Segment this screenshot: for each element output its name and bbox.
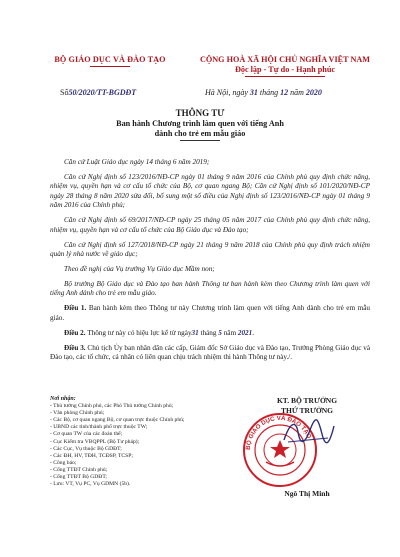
recipient-item: - Cơ quan TW của các đoàn thể; bbox=[50, 431, 123, 438]
article-2-text: Thông tư này có hiệu lực kể từ ngày bbox=[87, 328, 192, 337]
article-1 bbox=[50, 304, 370, 323]
place-date-prefix: Hà Nội, ngày bbox=[205, 88, 248, 97]
recipient-item: - Lưu: VT, Vụ PC, Vụ GDMN (5b). bbox=[50, 481, 131, 488]
nation-name: CỘNG HOÀ XÃ HỘI CHỦ NGHĨA VIỆT NAM bbox=[199, 55, 371, 64]
document-number-prefix: Số bbox=[60, 88, 69, 97]
recipients-items bbox=[50, 403, 230, 488]
legal-basis-paragraph: Căn cứ Nghị định số 69/2017/NĐ-CP ngày 25 tháng 05 năm 2017 của Chính phủ quy định chức năng, nhiệm vụ, quyền hạn và cơ cấu tổ chức của Bộ Giáo dục và Đào tạo; bbox=[50, 216, 370, 234]
article-3-text: Chủ tịch Ủy ban nhân dân các cấp, Giám đốc Sở Giáo dục và Đào tạo, Trưởng Phòng Giáo dục và Đào tạo, các tổ chức, cá nhân có liên quan chịu trách nhiệm thi hành Thông tư này./. bbox=[50, 343, 371, 362]
article-3 bbox=[50, 344, 370, 363]
legal-basis-paragraph: Căn cứ Nghị định số 123/2016/NĐ-CP ngày 01 tháng 9 năm 2016 của Chính phủ quy định chức năng, nhiệm vụ, quyền hạn và cơ cấu tổ chức của Bộ, cơ quan ngang Bộ; Căn cứ Nghị định số 101/2020/NĐ-CP ngày 28 tháng 8 năm 2020 sửa đổi, bổ sung một số điều của Nghị định số 123/2016/NĐ-CP ngày 01 tháng 9 năm 2016 của Chính phủ; bbox=[50, 173, 370, 210]
article-2: Điều 2. Thông tư này có hiệu lực kể từ ngày31 tháng 5 năm 2021. bbox=[64, 328, 255, 337]
article-2-label: Điều 2. bbox=[64, 328, 86, 337]
national-motto: Độc lập - Tự do - Hạnh phúc bbox=[234, 65, 336, 74]
issuing-organization: BỘ GIÁO DỤC VÀ ĐÀO TẠO bbox=[54, 55, 166, 64]
recipient-item: - Các Bộ, cơ quan ngang Bộ, cơ quan trực thuộc Chính phủ; bbox=[50, 417, 185, 424]
recipient-item: - Cổng TTĐT Chính phủ; bbox=[50, 466, 108, 473]
article-1-label: Điều 1. bbox=[64, 304, 87, 313]
motto-underline bbox=[245, 76, 325, 77]
legal-basis-paragraph: Căn cứ Nghị định số 127/2018/NĐ-CP ngày 21 tháng 9 năm 2018 của Chính phủ quy định trách nhiệm quản lý nhà nước về giáo dục; bbox=[50, 240, 370, 259]
date-year-label: năm bbox=[290, 88, 304, 97]
seal-text: BỘ GIÁO DỤC VÀ ĐÀO TẠO bbox=[244, 414, 313, 451]
handwritten-signature-icon bbox=[278, 412, 338, 452]
recipient-item: - Công báo; bbox=[50, 459, 77, 466]
recipient-item: - Văn phòng Chính phủ; bbox=[50, 410, 105, 417]
recipients-list bbox=[50, 396, 230, 488]
document-number bbox=[60, 88, 136, 97]
document-subject-line-1: Ban hành Chương trình làm quen với tiếng Anh bbox=[116, 119, 284, 128]
effective-month: 5 bbox=[218, 328, 222, 337]
signer-name: Ngô Thị Minh bbox=[284, 489, 330, 498]
recipient-item: - Các ĐH, HV, TĐH, TCĐSP, TCSP; bbox=[50, 452, 133, 459]
recipient-item: - Cục Kiểm tra VBQPPL (Bộ Tư pháp); bbox=[50, 438, 140, 445]
recipient-item: - Các Cục, Vụ thuộc Bộ GDĐT; bbox=[50, 445, 122, 452]
national-title-block bbox=[180, 55, 390, 77]
date-day: 31 bbox=[249, 88, 258, 97]
effective-year: 2021 bbox=[237, 328, 253, 337]
enactment-paragraph: Bộ trưởng Bộ Giáo dục và Đào tạo ban hành Thông tư ban hành kèm theo Chương trình làm quen với tiếng Anh dành cho trẻ em mẫu giáo. bbox=[50, 280, 370, 298]
recipients-heading: Nơi nhận: bbox=[50, 396, 76, 402]
date-month: 12 bbox=[280, 88, 289, 97]
recipient-item: - UBND các tỉnh/thành phố trực thuộc TW; bbox=[50, 424, 148, 431]
article-1-text: Ban hành kèm theo Thông tư này Chương trình làm quen với tiếng Anh dành cho trẻ em mẫu giáo. bbox=[50, 304, 370, 322]
recipient-item: - Thủ tướng Chính phủ, các Phó Thủ tướng Chính phủ; bbox=[50, 403, 174, 410]
article-3-label: Điều 3. bbox=[64, 343, 86, 352]
proposal-paragraph: Theo đề nghị của Vụ trưởng Vụ Giáo dục Mầm non; bbox=[64, 265, 215, 274]
place-and-date bbox=[205, 88, 322, 97]
title-underline bbox=[180, 140, 220, 141]
document-subject-line-2: dành cho trẻ em mẫu giáo bbox=[154, 129, 246, 138]
org-underline bbox=[90, 66, 130, 67]
signing-authority: KT. BỘ TRƯỞNG bbox=[276, 396, 338, 405]
date-year: 2020 bbox=[305, 88, 322, 97]
date-month-label: tháng bbox=[259, 88, 279, 97]
recipient-item: - Cổng TTĐT Bộ GDĐT; bbox=[50, 474, 107, 481]
issuing-organization-block bbox=[40, 55, 180, 67]
document-body bbox=[50, 158, 370, 368]
document-number-value: 50/2020/TT-BGDĐT bbox=[68, 88, 137, 97]
signer-position: THỨ TRƯỞNG bbox=[280, 406, 334, 415]
effective-day: 31 bbox=[191, 328, 199, 337]
legal-basis-paragraph: Căn cứ Luật Giáo dục ngày 14 tháng 6 năm 2019; bbox=[64, 158, 210, 166]
effective-month-label: tháng bbox=[200, 328, 217, 337]
effective-year-label: năm bbox=[223, 328, 237, 337]
document-type: THÔNG TƯ bbox=[175, 108, 225, 118]
